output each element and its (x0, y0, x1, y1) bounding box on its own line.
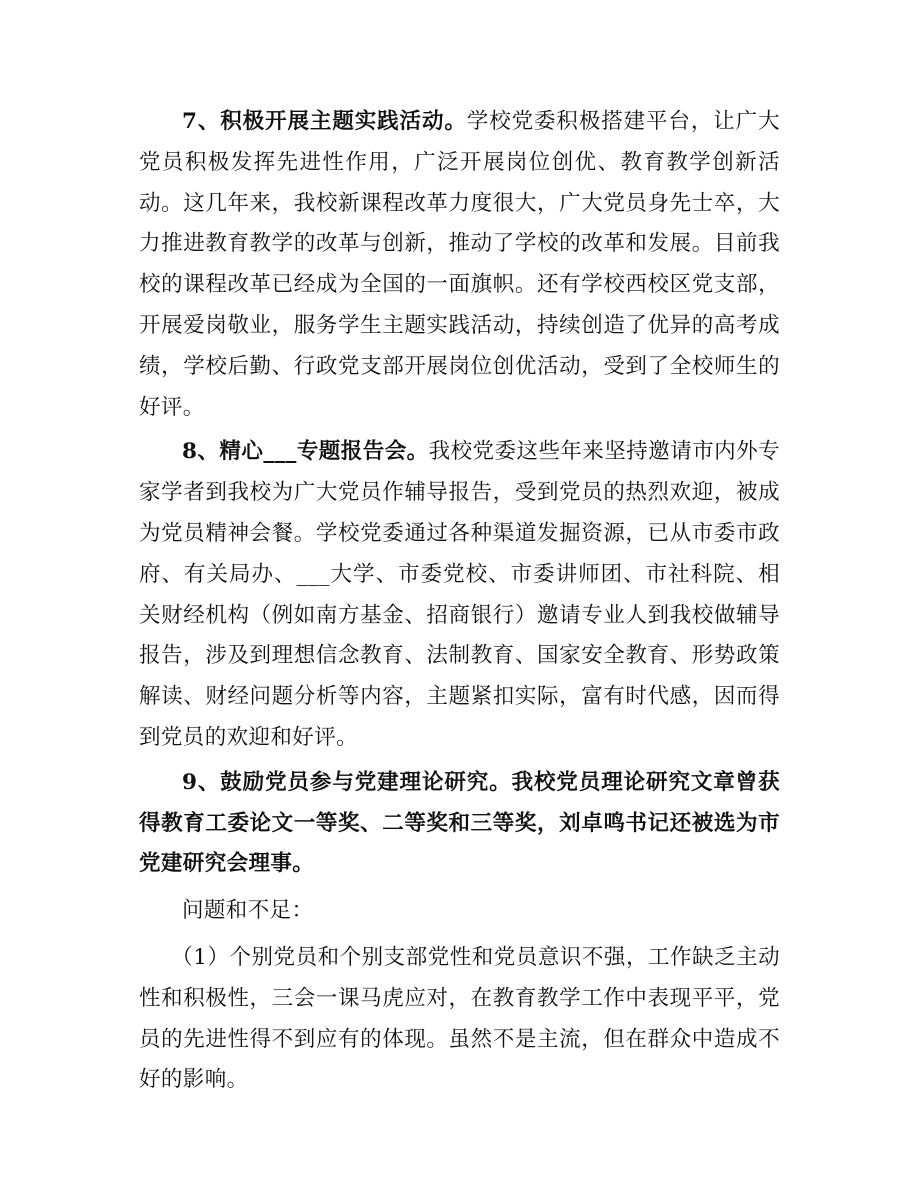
document-body (139, 102, 780, 1101)
paragraph-8 (139, 432, 780, 758)
issues-heading: 问题和不足： (182, 898, 314, 924)
paragraph-9: 9、鼓励党员参与党建理论研究。我校党员理论研究文章曾获得教育工委论文一等奖、二等奖和三等奖，刘卓鸣书记还被选为市党建研究会理事。 (139, 769, 780, 877)
paragraph-8-lead: 8、精心___专题报告会。 (182, 439, 429, 465)
paragraph-7 (139, 102, 780, 428)
paragraph-7-body: 学校党委积极搭建平台，让广大党员积极发挥先进性作用，广泛开展岗位创优、教育教学创新活动。这几年来，我校新课程改革力度很大，广大党员身先士卒，大力推进教育教学的改革与创新，推动了学校的改革和发展。目前我校的课程改革已经成为全国的一面旗帜。还有学校西校区党支部，开展爱岗敬业，服务学生主题实践活动，持续创造了优异的高考成绩，学校后勤、行政党支部开展岗位创优活动，受到了全校师生的好评。 (139, 109, 780, 420)
paragraph-7-lead: 7、积极开展主题实践活动。 (182, 109, 467, 134)
paragraph-8-body: 我校党委这些年来坚持邀请市内外专家学者到我校为广大党员作辅导报告，受到党员的热烈欢迎，被成为党员精神会餐。学校党委通过各种渠道发掘资源，已从市委市政府、有关局办、___大学、市委党校、市委讲师团、市社科院、相关财经机构（例如南方基金、招商银行）邀请专业人到我校做辅导报告，涉及到理想信念教育、法制教育、国家安全教育、形势政策解读、财经问题分析等内容，主题紧扣实际，富有时代感，因而得到党员的欢迎和好评。 (139, 439, 780, 750)
issue-item-1: （1）个别党员和个别支部党性和党员意识不强，工作缺乏主动性和积极性，三会一课马虎应对，在教育教学工作中表现平平，党员的先进性得不到应有的体现。虽然不是主流，但在群众中造成不好的影响。 (139, 944, 780, 1093)
